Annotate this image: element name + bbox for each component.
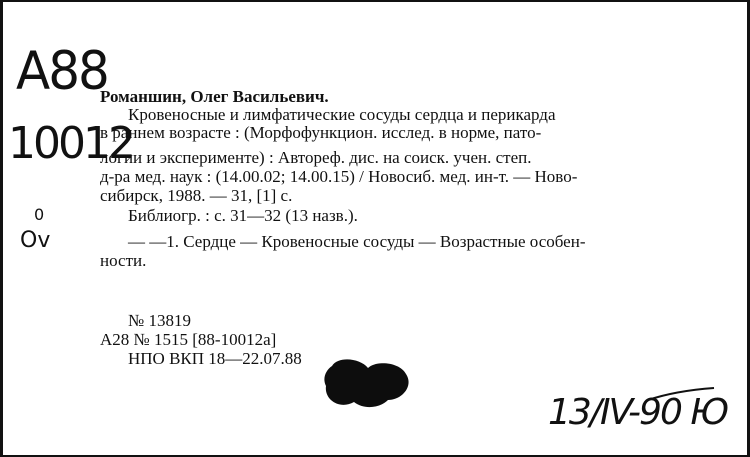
bibliography-note: Библиогр. : с. 31—32 (13 назв.). bbox=[128, 206, 358, 225]
registry-number: А28 № 1515 [88-10012а] bbox=[100, 330, 277, 349]
title-line: сибирск, 1988. — 31, [1] с. bbox=[100, 186, 293, 205]
margin-mark-ov: Ov bbox=[20, 228, 51, 253]
handwritten-date: 13/IV-90 Ю bbox=[548, 392, 728, 433]
date-underline-stroke bbox=[646, 386, 716, 402]
accession-number: № 13819 bbox=[128, 311, 191, 330]
title-line: д-ра мед. наук : (14.00.02; 14.00.15) / Новосиб. мед. ин-т. — Ново- bbox=[100, 167, 578, 186]
title-line: в раннем возрасте : (Морфофункцион. исслед. в норме, пато- bbox=[100, 123, 542, 142]
card-left-edge bbox=[0, 0, 3, 457]
ink-blot-stamp bbox=[318, 356, 418, 412]
subject-heading-line: ности. bbox=[100, 251, 147, 270]
title-line: логии и эксперименте) : Автореф. дис. на соиск. учен. степ. bbox=[100, 148, 532, 167]
publisher-line: НПО ВКП 18—22.07.88 bbox=[128, 349, 302, 368]
card-top-edge bbox=[0, 0, 750, 2]
margin-mark-zero: 0 bbox=[34, 205, 45, 224]
call-number-top: A88 bbox=[16, 40, 108, 102]
subject-heading-line: — —1. Сердце — Кровеносные сосуды — Возрастные особен- bbox=[128, 232, 586, 251]
call-number-bottom: 10012 bbox=[8, 118, 133, 169]
title-line: Кровеносные и лимфатические сосуды сердца и перикарда bbox=[128, 105, 556, 124]
author-heading: Романшин, Олег Васильевич. bbox=[100, 87, 329, 106]
